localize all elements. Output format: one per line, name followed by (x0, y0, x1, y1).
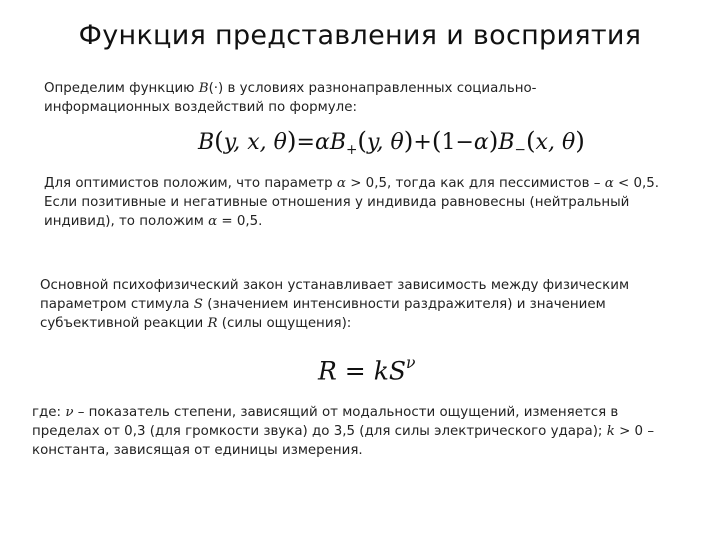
formula-paren-open: ( (357, 126, 368, 155)
formula-alpha: α (314, 130, 330, 155)
formula-ks: kS (373, 356, 406, 386)
formula-equals: = (296, 130, 315, 155)
formula-r: R (318, 356, 337, 386)
neutral-text-pre: индивид), то положим (44, 214, 209, 229)
formula-paren-open: ( (214, 126, 224, 155)
formula-paren-close: ) (575, 126, 585, 155)
explanation-line-1 (32, 403, 654, 422)
definition-text-pre: Определим функцию (44, 81, 199, 96)
formula-b-minus: B (498, 130, 515, 155)
neutral-text-post: = 0,5. (217, 214, 263, 229)
formula-paren-close: ) (488, 126, 499, 155)
formula-b-function (198, 126, 585, 158)
definition-line-2: информационных воздействий по формуле: (44, 100, 357, 115)
alpha-symbol: α (208, 214, 218, 229)
definition-text-post: в условиях разнонаправленных социально- (223, 81, 537, 96)
formula-equals-wrap (337, 357, 374, 386)
psychophysical-law-paragraph (40, 276, 629, 333)
formula-lhs-args: y, x, θ (223, 130, 287, 155)
range-text-post: > 0 – (614, 424, 655, 439)
variable-r: R (207, 316, 218, 331)
law-text-post: (значением интенсивности раздражителя) и значением (202, 297, 606, 312)
function-argument: (·) (208, 81, 224, 96)
formula-lhs-b: B (198, 130, 215, 155)
alpha-text-post: < 0,5. (613, 176, 660, 191)
formula-sub-plus: + (346, 141, 358, 158)
alpha-symbol: α (336, 176, 346, 191)
definition-line-1 (44, 79, 537, 98)
formula-args-plus: y, θ (367, 130, 404, 155)
formula-b-plus: B (329, 130, 346, 155)
alpha-line-3 (44, 212, 659, 231)
reaction-text-pre: субъективной реакции (40, 316, 208, 331)
formula-stevens-law (318, 354, 415, 386)
formula-equals: = (344, 356, 366, 386)
exponent-explanation-paragraph (32, 403, 654, 460)
nu-symbol: ν (65, 405, 74, 420)
reaction-text-post: (силы ощущения): (217, 316, 352, 331)
law-line-1: Основной психофизический закон устанавливает зависимость между физическим (40, 278, 630, 293)
formula-paren-close: ) (403, 126, 414, 155)
law-line-2 (40, 295, 629, 314)
definition-paragraph (44, 79, 537, 117)
alpha-text-mid: > 0,5, тогда как для пессимистов – (345, 176, 605, 191)
formula-sub-minus: − (514, 141, 526, 158)
function-symbol-b: B (198, 81, 209, 96)
formula-minus: − (455, 130, 474, 155)
alpha-text-pre: Для оптимистов положим, что параметр (44, 176, 337, 191)
range-text-pre: пределах от 0,3 (для громкости звука) до 3,5 (для силы электрического удара); (32, 424, 607, 439)
variable-s: S (193, 297, 203, 312)
slide-title: Функция представления и восприятия (78, 20, 642, 51)
variable-k: k (606, 424, 615, 439)
explanation-text-pre: где: (32, 405, 66, 420)
explanation-line-2 (32, 422, 654, 441)
alpha-line-2: Если позитивные и негативные отношения у индивида равновесны (нейтральный (44, 195, 630, 210)
formula-exponent-nu: ν (405, 354, 416, 372)
alpha-line-1 (44, 174, 659, 193)
formula-paren-open: ( (431, 126, 442, 155)
explanation-text-post: – показатель степени, зависящий от модальности ощущений, изменяется в (73, 405, 619, 420)
alpha-parameter-paragraph (44, 174, 659, 231)
formula-alpha-2: α (473, 130, 489, 155)
formula-paren-close: ) (286, 126, 297, 155)
formula-args-minus: x, θ (535, 130, 576, 155)
law-text-pre: параметром стимула (40, 297, 194, 312)
formula-one: 1 (441, 130, 456, 155)
alpha-symbol: α (604, 176, 614, 191)
law-line-3 (40, 314, 629, 333)
explanation-line-3: константа, зависящая от единицы измерения. (32, 443, 363, 458)
formula-plus: + (413, 130, 432, 155)
formula-paren-open: ( (525, 126, 536, 155)
